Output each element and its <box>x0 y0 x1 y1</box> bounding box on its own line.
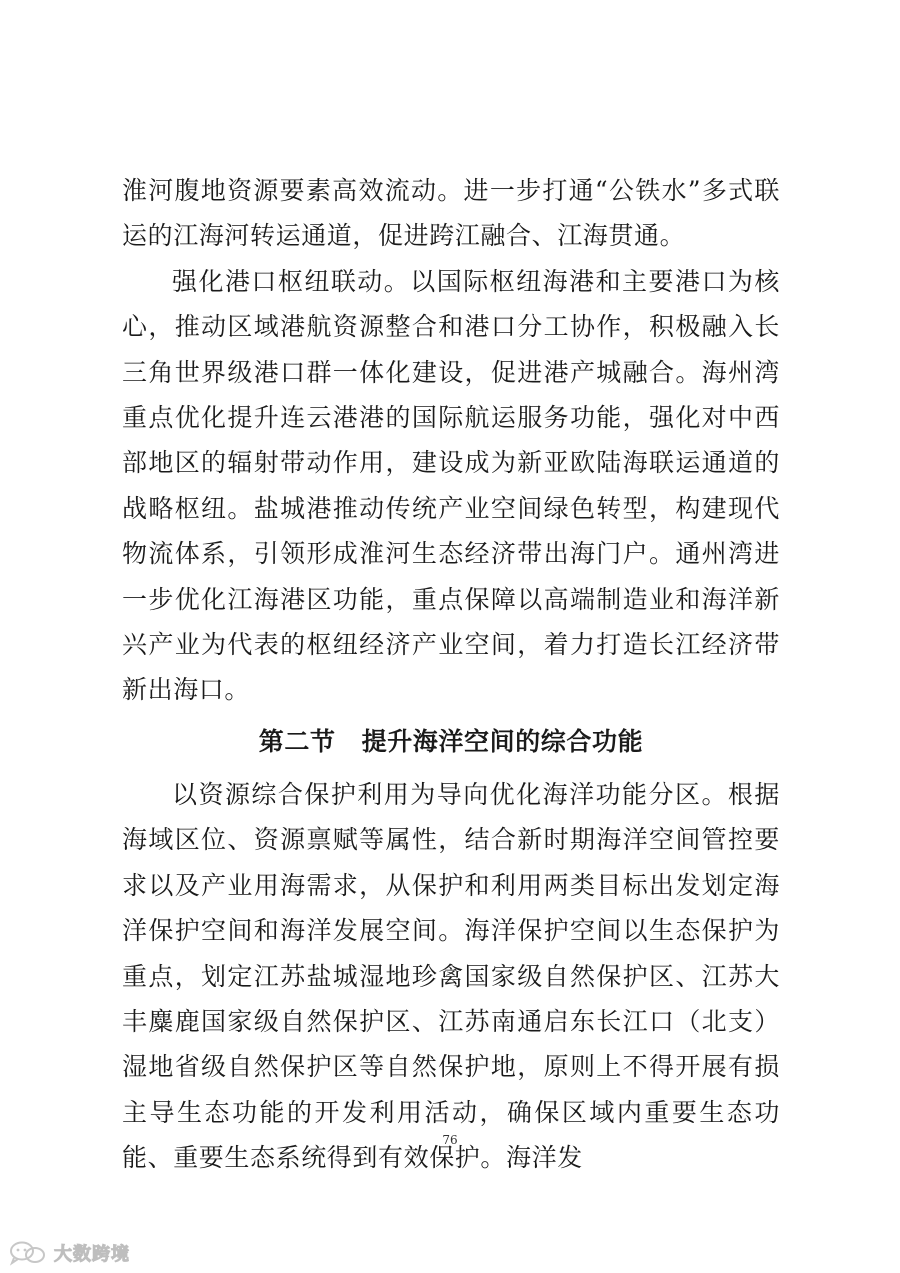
watermark-text: 大数跨境 <box>54 1244 130 1265</box>
paragraph-marine-zoning <box>122 772 780 1181</box>
paragraph-lead: 以资源综合保护利用为导向优化海洋功能分区。 <box>172 779 728 809</box>
paragraph-continued <box>122 168 780 259</box>
section-number: 第二节 <box>258 726 336 756</box>
paragraph-text: 淮河腹地资源要素高效流动。进一步打通“公铁水”多式联运的江海河转运通道，促进跨江融合、江海贯通。 <box>122 176 780 251</box>
paragraph-port-hub <box>122 259 780 713</box>
section-title: 提升海洋空间的综合功能 <box>361 726 644 756</box>
watermark <box>8 1238 130 1268</box>
paragraph-text: 以国际枢纽海港和主要港口为核心，推动区域港航资源整合和港口分工协作，积极融入长三角世界级港口群一体化建设，促进港产城融合。海州湾重点优化提升连云港港的国际航运服务功能，强化对中西部地区的辐射带动作用，建设成为新亚欧陆海联运通道的战略枢纽。盐城港推动传统产业空间绿色转型，构建现代物流体系，引领形成淮河生态经济带出海门户。通州湾进一步优化江海港区功能，重点保障以高端制造业和海洋新兴产业为代表的枢纽经济产业空间，着力打造长江经济带新出海口。 <box>122 266 781 705</box>
wechat-logo-icon <box>8 1240 48 1266</box>
paragraph-text: 根据海域区位、资源禀赋等属性，结合新时期海洋空间管控要求以及产业用海需求，从保护和利用两类目标出发划定海洋保护空间和海洋发展空间。海洋保护空间以生态保护为重点，划定江苏盐城湿地珍禽国家级自然保护区、江苏大丰麋鹿国家级自然保护区、江苏南通启东长江口（北支）湿地省级自然保护区等自然保护地，原则上不得开展有损主导生态功能的开发利用活动，确保区域内重要生态功能、重要生态系统得到有效保护。海洋发 <box>122 779 780 1173</box>
section-heading <box>122 720 780 764</box>
paragraph-lead: 强化港口枢纽联动。 <box>172 266 411 296</box>
page-number: 76 <box>442 1133 458 1147</box>
page-body <box>122 168 780 1181</box>
